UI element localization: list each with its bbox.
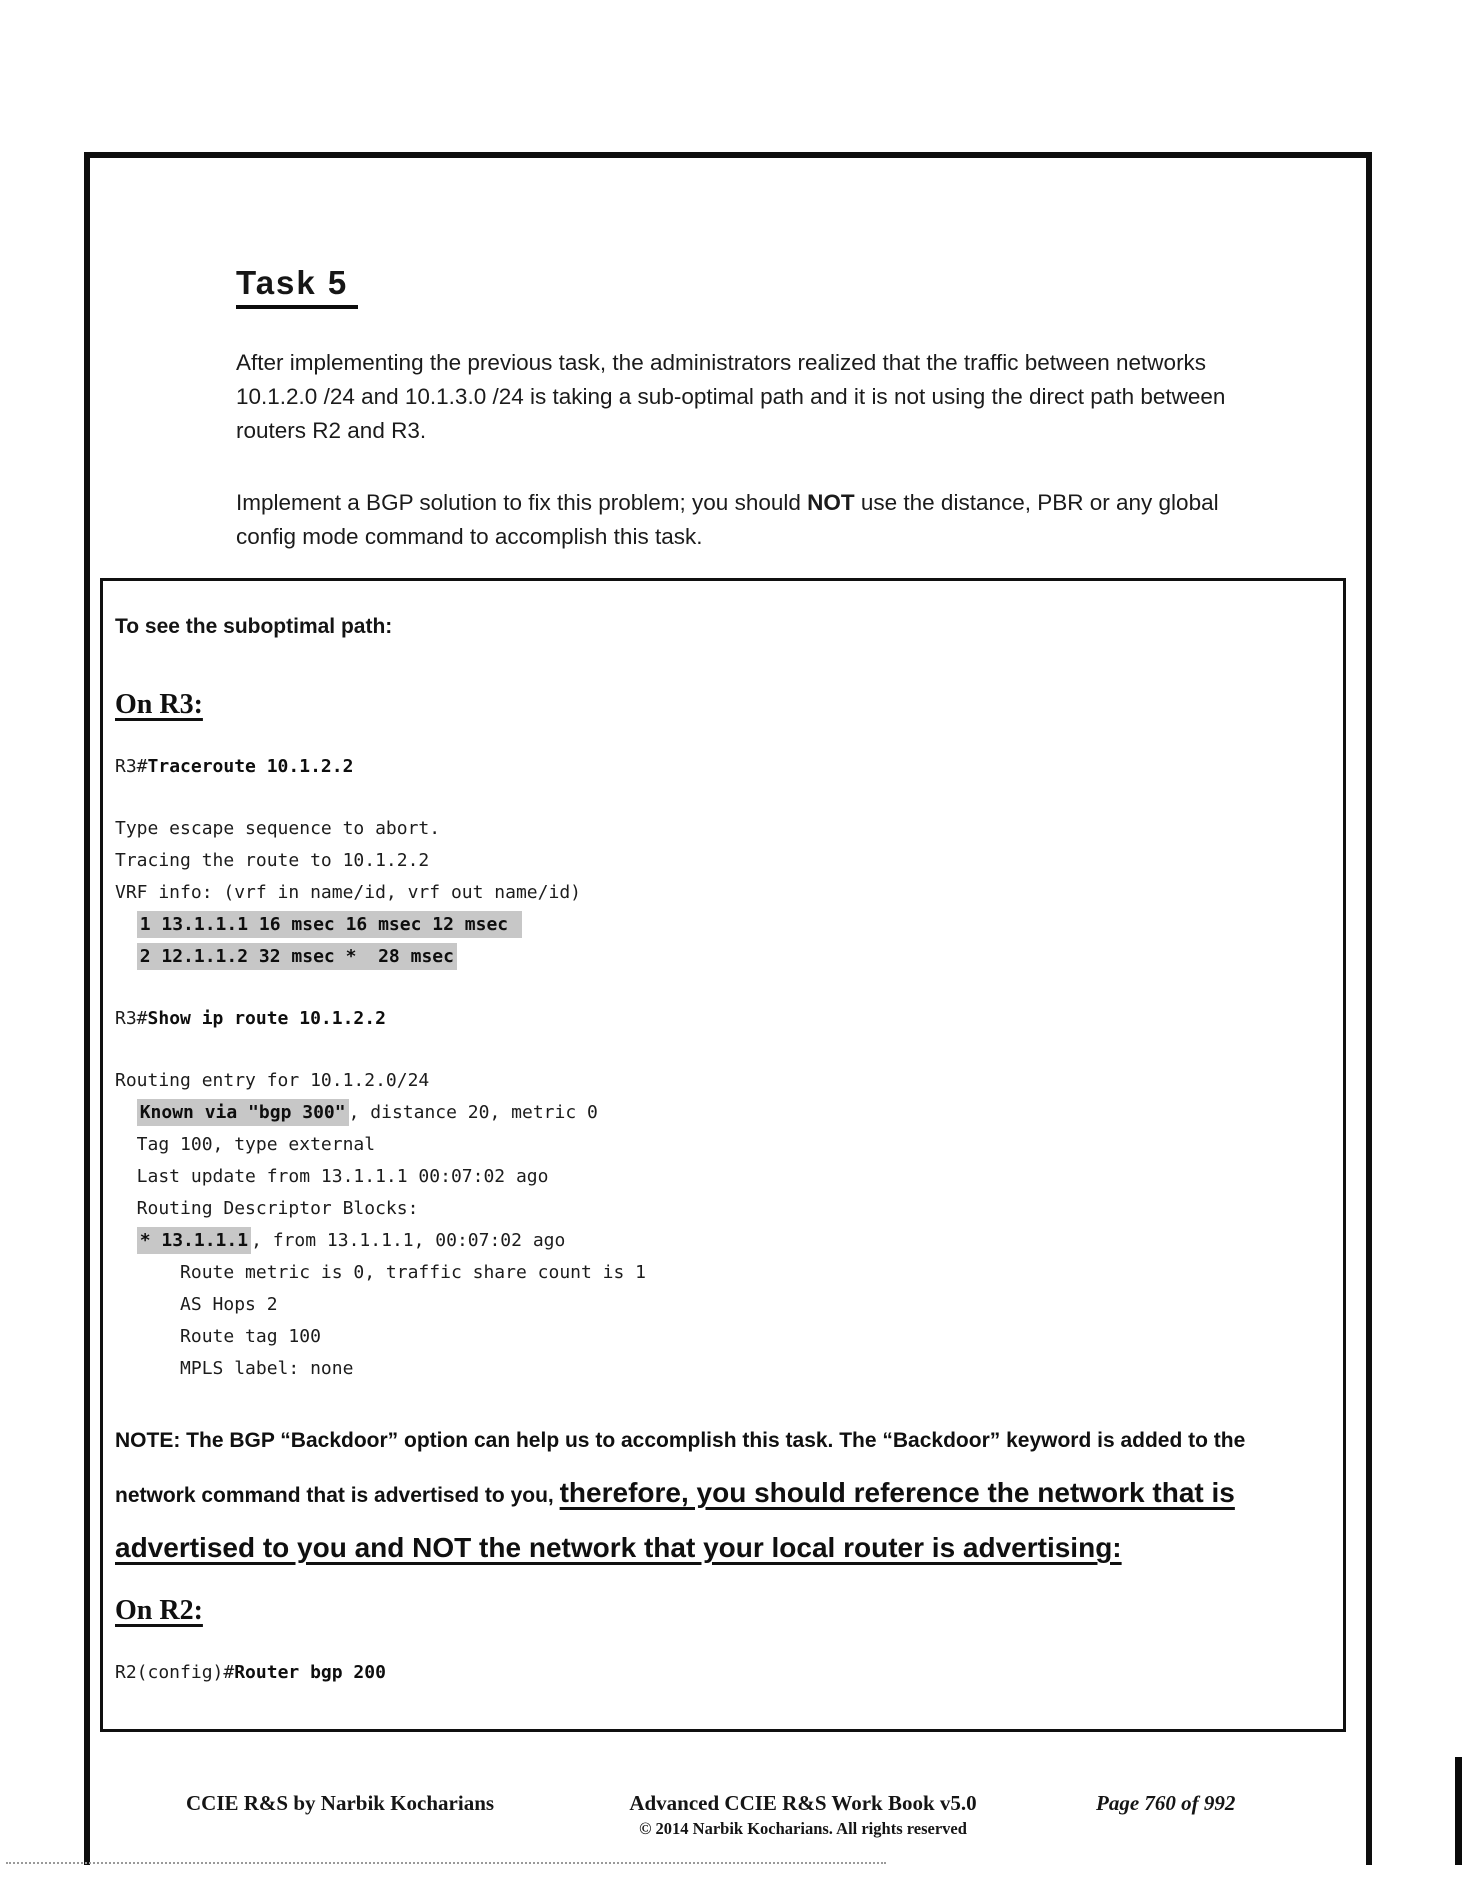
text-segment: Type escape sequence to abort. — [115, 818, 441, 839]
command-router-bgp — [115, 1657, 1325, 1689]
footer-copyright: © 2014 Narbik Kocharians. All rights reserved — [639, 1819, 967, 1838]
text-segment: Routing entry for 10.1.2.0/24 — [115, 1070, 430, 1091]
bold-text: NOT — [807, 490, 855, 515]
task-requirement-paragraph — [236, 486, 1226, 554]
task-title: Task 5 — [236, 264, 358, 309]
footer-author: CCIE R&S by Narbik Kocharians — [186, 1791, 495, 1815]
text-segment — [115, 946, 137, 967]
highlighted-text: 2 12.1.1.2 32 msec * 28 msec — [137, 943, 457, 970]
text-segment: VRF info: (vrf in name/id, vrf out name/id) — [115, 882, 581, 903]
command-show-ip-route — [115, 1003, 1325, 1035]
text-segment: AS Hops 2 — [115, 1294, 278, 1315]
scan-artifact-right-edge — [1455, 1757, 1462, 1865]
text-segment — [115, 914, 137, 935]
task-description-paragraph: After implementing the previous task, the administrators realized that the traffic between networks 10.1.2.0 /24 and 10.1.3.0 /24 is taking a sub-optimal path and it is not using the direct path between routers R2 and R3. — [236, 350, 1226, 443]
text-segment: Routing Descriptor Blocks: — [115, 1198, 419, 1219]
bold-text: Router bgp 200 — [234, 1662, 386, 1683]
note-emphasis-text: therefore, you should reference the network that is advertised to you and NOT the network that your local router is advertising: — [115, 1477, 1235, 1563]
bold-text: Traceroute 10.1.2.2 — [147, 756, 354, 777]
note-normal-text: NOTE: The BGP “Backdoor” option can help us to accomplish this task. The “Backdoor” keyword is added to the network command that is advertised to you, — [115, 1429, 1246, 1507]
output-show-ip-route — [115, 1065, 1325, 1385]
output-traceroute — [115, 813, 1325, 973]
text-segment: use the distance, PBR or any global config mode command to accomplish this task. — [236, 490, 1219, 549]
footer-page-number: Page 760 of 992 — [1096, 1791, 1236, 1815]
text-segment: Route tag 100 — [115, 1326, 321, 1347]
highlighted-text: 1 13.1.1.1 16 msec 16 msec 12 msec — [137, 911, 522, 938]
command-traceroute — [115, 751, 1325, 783]
text-segment — [115, 1102, 137, 1123]
note-paragraph — [115, 1415, 1325, 1577]
text-segment: R2(config)# — [115, 1662, 235, 1683]
text-segment — [115, 1230, 137, 1251]
text-segment: R3# — [115, 756, 148, 777]
text-segment: MPLS label: none — [115, 1358, 354, 1379]
page-frame — [84, 152, 1372, 1865]
bold-text: Show ip route 10.1.2.2 — [147, 1008, 386, 1029]
text-segment: Tracing the route to 10.1.2.2 — [115, 850, 430, 871]
heading-text: On R3: — [115, 689, 203, 720]
box-intro-label: To see the suboptimal path: — [115, 615, 393, 638]
text-segment: , from 13.1.1.1, 00:07:02 ago — [251, 1230, 566, 1251]
section-heading-r2 — [115, 1595, 1325, 1627]
scan-artifact-bottom-edge — [6, 1862, 886, 1864]
heading-text: On R2: — [115, 1595, 203, 1626]
text-segment: Last update from 13.1.1.1 00:07:02 ago — [115, 1166, 549, 1187]
text-segment: Tag 100, type external — [115, 1134, 376, 1155]
highlighted-text: * 13.1.1.1 — [137, 1227, 251, 1254]
section-heading-r3 — [115, 689, 1325, 721]
text-segment: R3# — [115, 1008, 148, 1029]
footer-book-title: Advanced CCIE R&S Work Book v5.0 — [629, 1791, 977, 1815]
text-segment: , distance 20, metric 0 — [348, 1102, 598, 1123]
highlighted-text: Known via "bgp 300" — [137, 1099, 349, 1126]
console-box — [100, 578, 1346, 1732]
text-segment: Implement a BGP solution to fix this problem; you should — [236, 490, 808, 515]
text-segment: Route metric is 0, traffic share count is 1 — [115, 1262, 647, 1283]
footer-book — [558, 1791, 1048, 1839]
